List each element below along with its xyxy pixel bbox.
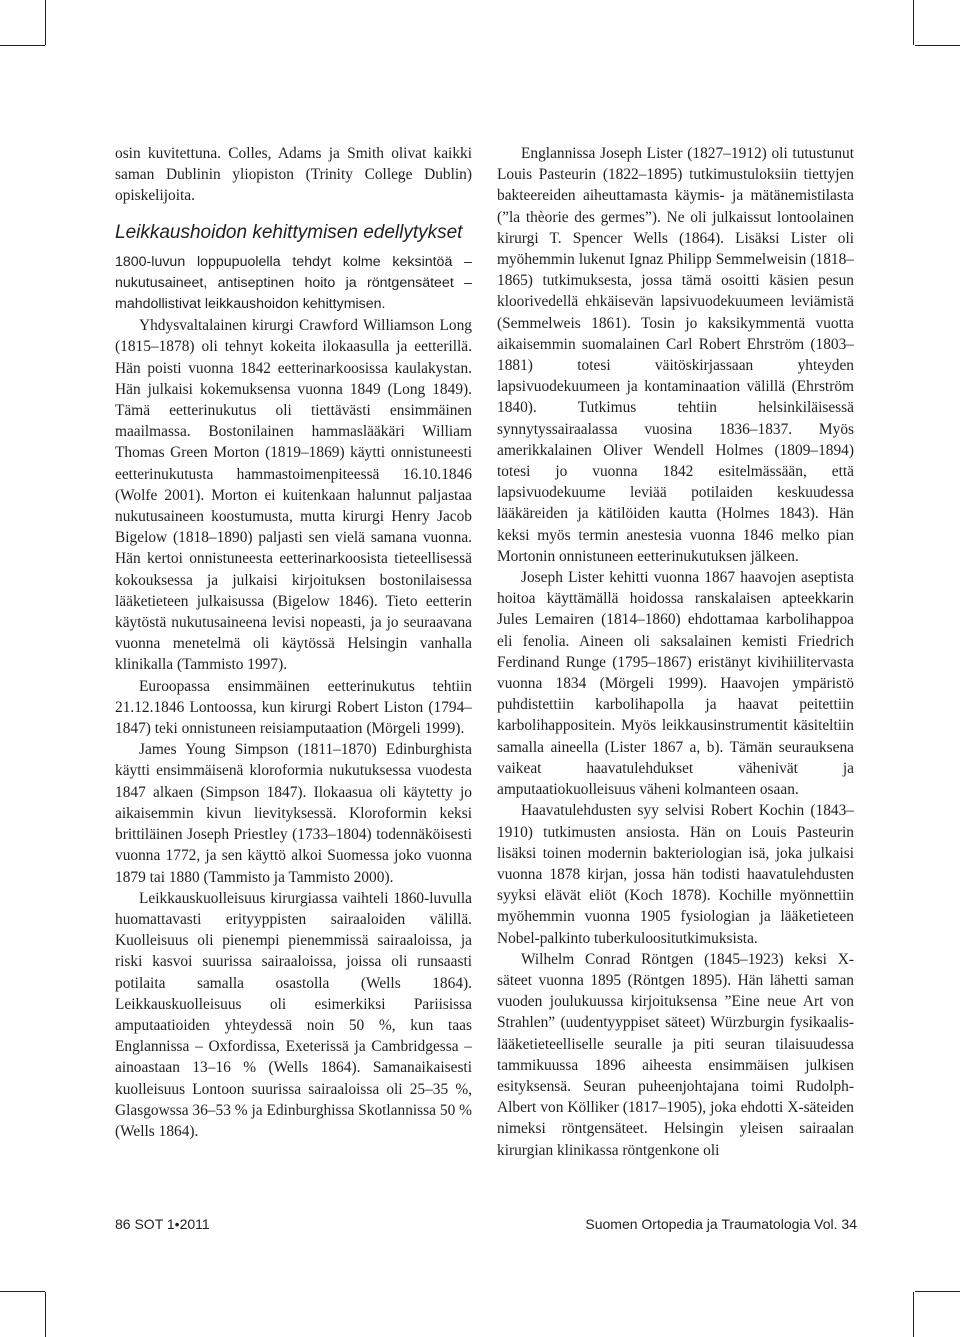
footer-journal-title: Suomen Ortopedia ja Traumatologia Vol. 34 xyxy=(585,1216,857,1232)
paragraph: Englannissa Joseph Lister (1827–1912) oli tutustunut Louis Pasteurin (1822–1895) tutkimustuloksiin tiettyjen bakteereiden aiheuttamasta käymis- ja mätänemistilasta (”la thèorie des germes”). Ne oli julkaissut lontoolainen kirurgi T. Spencer Wells (1864). Lisäksi Lister oli myöhemmin lukenut Ignaz Philipp Semmelweisin (1818–1865) tutkimuksesta, jossa tämä osoitti käsien pesun kloorivedellä ehkäisevän lapsivuodekuumeen leviämistä (Semmelweis 1861). Tosin jo kaksikymmentä vuotta aikaisemmin suomalainen Carl Robert Ehrström (1803–1881) totesi väitöskirjassaan yhteyden lapsivuodekuumeen ja kontaminaation välillä (Ehrström 1840). Tutkimus tehtiin helsinkiläisessä synnytyssairaalassa vuosina 1836–1837. Myös amerikkalainen Oliver Wendell Holmes (1809–1894) totesi jo vuonna 1842 esitelmässään, että lapsivuodekuume leviää potilaiden keskuudessa lääkäreiden ja kätilöiden kautta (Holmes 1843). Hän keksi myös termin anestesia vuonna 1846 melko pian Mortonin onnistuneen eetterinukutuksen jälkeen. xyxy=(497,145,854,565)
paragraph: osin kuvitettuna. Colles, Adams ja Smith olivat kaikki saman Dublinin yliopiston (Trinity College Dublin) opiskelijoita. xyxy=(115,145,472,205)
paragraph: Joseph Lister kehitti vuonna 1867 haavojen aseptista hoitoa käyttämällä hoidossa ranskalaisen apteekkarin Jules Lemairen (1814–1860) ehdottamaa karbolihappoa eli fenolia. Aineen oli saksalainen kemisti Friedrich Ferdinand Runge (1795–1867) eristänyt kivihiilitervasta vuonna 1834 (Mörgeli 1999). Haavojen ympäristö puhdistettiin karbolihapolla ja haavat peitettiin karbolihappositein. Myös leikkausinstrumentit käsiteltiin samalla aineella (Lister 1867 a, b). Tämän seurauksena vaikeat haavatulehdukset vähenivät ja amputaatiokuolleisuus väheni kolmanteen osaan. xyxy=(497,569,854,799)
paragraph: 1800-luvun loppupuolella tehdyt kolme keksintöä – nukutusaineet, antiseptinen hoito ja röntgensäteet – mahdollistivat leikkaushoidon kehittymisen. xyxy=(115,253,472,313)
left-column xyxy=(115,143,472,1142)
section-heading: Leikkaushoidon kehittymisen edellytykset xyxy=(115,221,463,243)
paragraph: James Young Simpson (1811–1870) Edinburghista käytti ensimmäisenä kloroformia nukutuksessa vuodesta 1847 alkaen (Simpson 1847). Ilokaasua oli käytetty jo aikaisemmin kivun lievityksessä. Kloroformin keksi brittiläinen Joseph Priestley (1733–1804) todennäköisesti vuonna 1772, ja sen käyttö alkoi Suomessa joko vuonna 1879 tai 1880 (Tammisto ja Tammisto 2000). xyxy=(115,741,472,886)
crop-mark xyxy=(0,45,45,46)
crop-mark xyxy=(45,0,46,45)
paragraph: Haavatulehdusten syy selvisi Robert Kochin (1843–1910) tutkimusten ansiosta. Hän on Louis Pasteurin lisäksi toinen modernin bakteriologian isä, joka julkaisi vuonna 1878 kirjan, jossa hän todisti haavatulehdusten syyksi elävät eliöt (Koch 1878). Kochille myönnettiin myöhemmin vuonna 1905 fysiologian ja lääketieteen Nobel-palkinto tuberkuloositutkimuksista. xyxy=(497,802,854,947)
paragraph: Wilhelm Conrad Röntgen (1845–1923) keksi X-säteet vuonna 1895 (Röntgen 1895). Hän lähetti saman vuoden joulukuussa kirjoituksensa ”Eine neue Art von Strahlen” (uudentyyppiset säteet) Würzburgin fysikaalis-lääketieteelliselle seuralle ja piti seuran tilaisuudessa tammikuussa 1896 aiheesta ensimmäisen julkisen esityksensä. Seuran puheenjohtajana toimi Rudolph-Albert von Kölliker (1817–1905), joka ehdotti X-säteiden nimeksi röntgensäteet. Helsingin yleisen sairaalan kirurgian klinikassa röntgenkone oli xyxy=(497,950,854,1159)
crop-mark xyxy=(45,1292,46,1337)
crop-mark xyxy=(913,0,914,45)
crop-mark xyxy=(915,1291,960,1292)
paragraph: Yhdysvaltalainen kirurgi Crawford Williamson Long (1815–1878) oli tehnyt kokeita ilokaasulla ja eetterillä. Hän poisti vuonna 1842 eetterinarkoosissa kaulakystan. Hän julkaisi kokemuksensa vuonna 1849 (Long 1849). Tämä eetterinukutus oli tiettävästi ensimmäinen maailmassa. Bostonilainen hammaslääkäri William Thomas Green Morton (1819–1869) käytti onnistuneesti eetterinukutusta hammastoimenpiteessä 16.10.1846 (Wolfe 2001). Morton ei kuitenkaan halunnut paljastaa nukutusaineen koostumusta, mutta kirurgi Henry Jacob Bigelow (1818–1890) paljasti sen vielä samana vuonna. Hän kertoi onnistuneesta eetterinarkoosista tieteellisessä kokouksessa ja julkaisi kirjoituksen bostonilaisessa lääketieteen julkaisussa (Bigelow 1846). Tieto eetterin käytöstä nukutusaineena levisi nopeasti, ja jo seuraavana vuonna menetelmä oli käytössä Helsingin vanhalla klinikalla (Tammisto 1997). xyxy=(115,317,472,674)
paragraph: Leikkauskuolleisuus kirurgiassa vaihteli 1860-luvulla huomattavasti erityyppisten sairaaloiden välillä. Kuolleisuus oli pienempi pienemmissä sairaaloissa, ja riski kasvoi suurissa sairaaloissa, joissa oli runsaasti potilaita samalla osastolla (Wells 1864). Leikkauskuolleisuus oli esimerkiksi Pariisissa amputaatioiden yhteydessä noin 50 %, kun taas Englannissa – Oxfordissa, Exeterissä ja Cambridgessa – ainoastaan 13–16 % (Wells 1864). Samanaikaisesti kuolleisuus Lontoon suurissa sairaaloissa oli 25–35 %, Glasgowssa 36–53 % ja Edinburghissa Skotlannissa 50 % (Wells 1864). xyxy=(115,889,472,1140)
right-column xyxy=(497,143,854,1161)
crop-mark xyxy=(913,1292,914,1337)
footer-page-info: 86 SOT 1•2011 xyxy=(115,1216,210,1232)
crop-mark xyxy=(0,1291,45,1292)
crop-mark xyxy=(915,45,960,46)
paragraph: Euroopassa ensimmäinen eetterinukutus tehtiin 21.12.1846 Lontoossa, kun kirurgi Robert Liston (1794–1847) teki onnistuneen reisiamputaation (Mörgeli 1999). xyxy=(115,677,472,738)
